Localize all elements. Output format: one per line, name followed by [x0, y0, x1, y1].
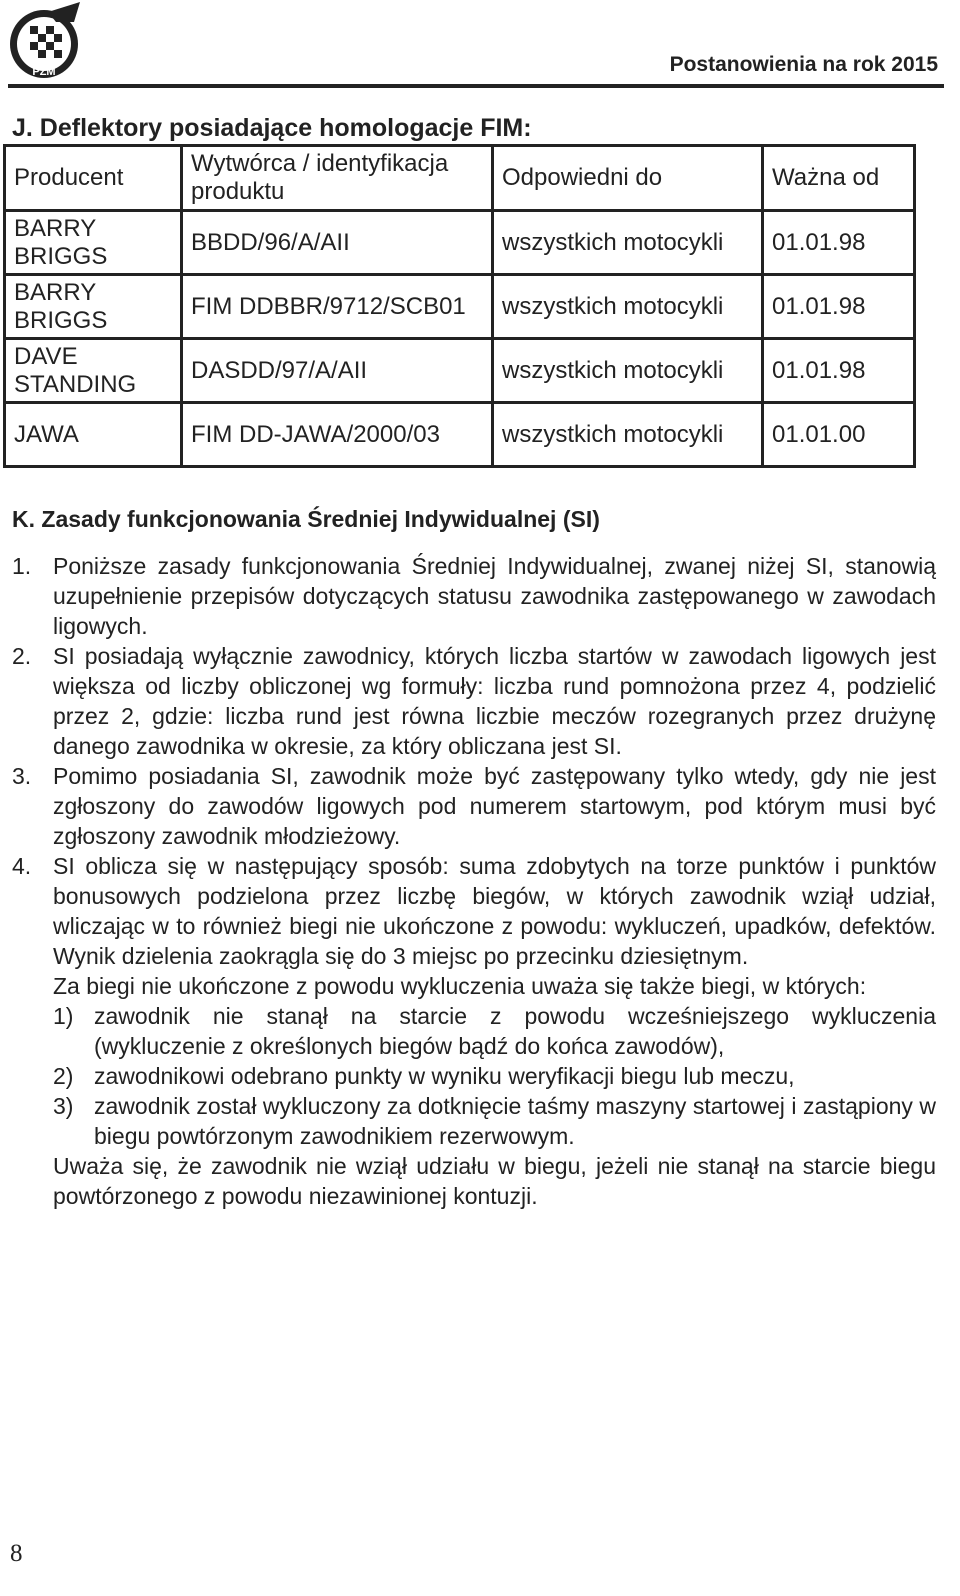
paragraph-text: SI oblicza się w następujący sposób: suma zdobytych na torze punktów i punktów bonusowych podzielona przez liczbę biegów, w których zawodnik wziął udział, wliczając w to również biegi nie ukończone z powodu: wykluczeń, upadków, defektów. Wynik dzielenia zaokrągla się do 3 miejsc po przecinku dziesiętnym. [53, 853, 936, 969]
paragraph-number: 1. [12, 553, 32, 579]
table-cell: wszystkich motocykli [493, 275, 763, 339]
numbered-paragraph [12, 851, 936, 971]
table-cell: 01.01.98 [763, 275, 915, 339]
table-cell: JAWA [5, 403, 182, 467]
numbered-paragraph [12, 761, 936, 851]
table-row [5, 403, 915, 467]
table-cell: DASDD/97/A/AII [182, 339, 493, 403]
column-header: Wytwórca / identyfikacja produktu [182, 146, 493, 211]
table-cell: BBDD/96/A/AII [182, 211, 493, 275]
table-row [5, 211, 915, 275]
sub-list-item [12, 1061, 936, 1091]
table-cell: FIM DDBBR/9712/SCB01 [182, 275, 493, 339]
table-cell: wszystkich motocykli [493, 211, 763, 275]
pzm-logo [8, 2, 82, 82]
table-cell: BARRY BRIGGS [5, 211, 182, 275]
section-j-heading: J. Deflektory posiadające homologacje FIM: [12, 114, 532, 142]
numbered-paragraph [12, 641, 936, 761]
paragraph-text: SI posiadają wyłącznie zawodnicy, których liczba startów w zawodach ligowych jest większa od liczby obliczonej wg formuły: liczba rund pomnożona przez 4, podzielić przez 2, gdzie: liczba rund jest równa liczbie meczów rozegranych przez drużynę danego zawodnika w okresie, za który obliczana jest SI. [53, 643, 936, 759]
logo-text: PZM [32, 66, 56, 78]
paragraph-text: Pomimo posiadania SI, zawodnik może być zastępowany tylko wtedy, gdy nie jest zgłoszony do zawodów ligowych pod numerem startowym, pod którym musi być zgłoszony zawodnik młodzieżowy. [53, 763, 936, 849]
sub-list-number: 2) [53, 1063, 74, 1089]
fim-deflector-table [3, 144, 916, 468]
table-header-row [5, 146, 915, 211]
sub-list-number: 1) [53, 1003, 74, 1029]
table-cell: 01.01.98 [763, 339, 915, 403]
table-cell: 01.01.98 [763, 211, 915, 275]
paragraph-number: 4. [12, 853, 32, 879]
table-cell: DAVE STANDING [5, 339, 182, 403]
table-cell: 01.01.00 [763, 403, 915, 467]
column-header: Odpowiedni do [493, 146, 763, 211]
section-k-body [12, 551, 936, 1211]
table-row [5, 339, 915, 403]
header-divider [8, 84, 944, 88]
table-cell: wszystkich motocykli [493, 403, 763, 467]
table-row [5, 275, 915, 339]
section-k-heading: K. Zasady funkcjonowania Średniej Indywidualnej (SI) [12, 506, 600, 532]
column-header: Ważna od [763, 146, 915, 211]
paragraph-number: 2. [12, 643, 32, 669]
paragraph-text: Poniższe zasady funkcjonowania Średniej Indywidualnej, zwanej niżej SI, stanowią uzupełnienie przepisów dotyczących statusu zawodnika zastępowanego w zawodach ligowych. [53, 553, 936, 639]
table-cell: wszystkich motocykli [493, 339, 763, 403]
sub-list-text: zawodnikowi odebrano punkty w wyniku weryfikacji biegu lub meczu, [94, 1063, 795, 1089]
table-cell: BARRY BRIGGS [5, 275, 182, 339]
page-number: 8 [10, 1540, 23, 1567]
sub-list-item [12, 1001, 936, 1061]
sub-list-number: 3) [53, 1093, 74, 1119]
closing-paragraph: Uważa się, że zawodnik nie wziął udziału w biegu, jeżeli nie stanął na starcie biegu powtórzonego z powodu niezawinionej kontuzji. [53, 1153, 936, 1209]
subitems-intro: Za biegi nie ukończone z powodu wykluczenia uważa się także biegi, w których: [53, 973, 867, 999]
document-header-title: Postanowienia na rok 2015 [669, 53, 938, 76]
column-header: Producent [5, 146, 182, 211]
sub-list-item [12, 1091, 936, 1151]
numbered-paragraph [12, 551, 936, 641]
sub-list-text: zawodnik został wykluczony za dotknięcie taśmy maszyny startowej i zastąpiony w biegu powtórzonym zawodnikiem rezerwowym. [94, 1093, 936, 1149]
paragraph-number: 3. [12, 763, 32, 789]
table-cell: FIM DD-JAWA/2000/03 [182, 403, 493, 467]
sub-list-text: zawodnik nie stanął na starcie z powodu wcześniejszego wykluczenia (wykluczenie z określonych biegów bądź do końca zawodów), [94, 1003, 936, 1059]
